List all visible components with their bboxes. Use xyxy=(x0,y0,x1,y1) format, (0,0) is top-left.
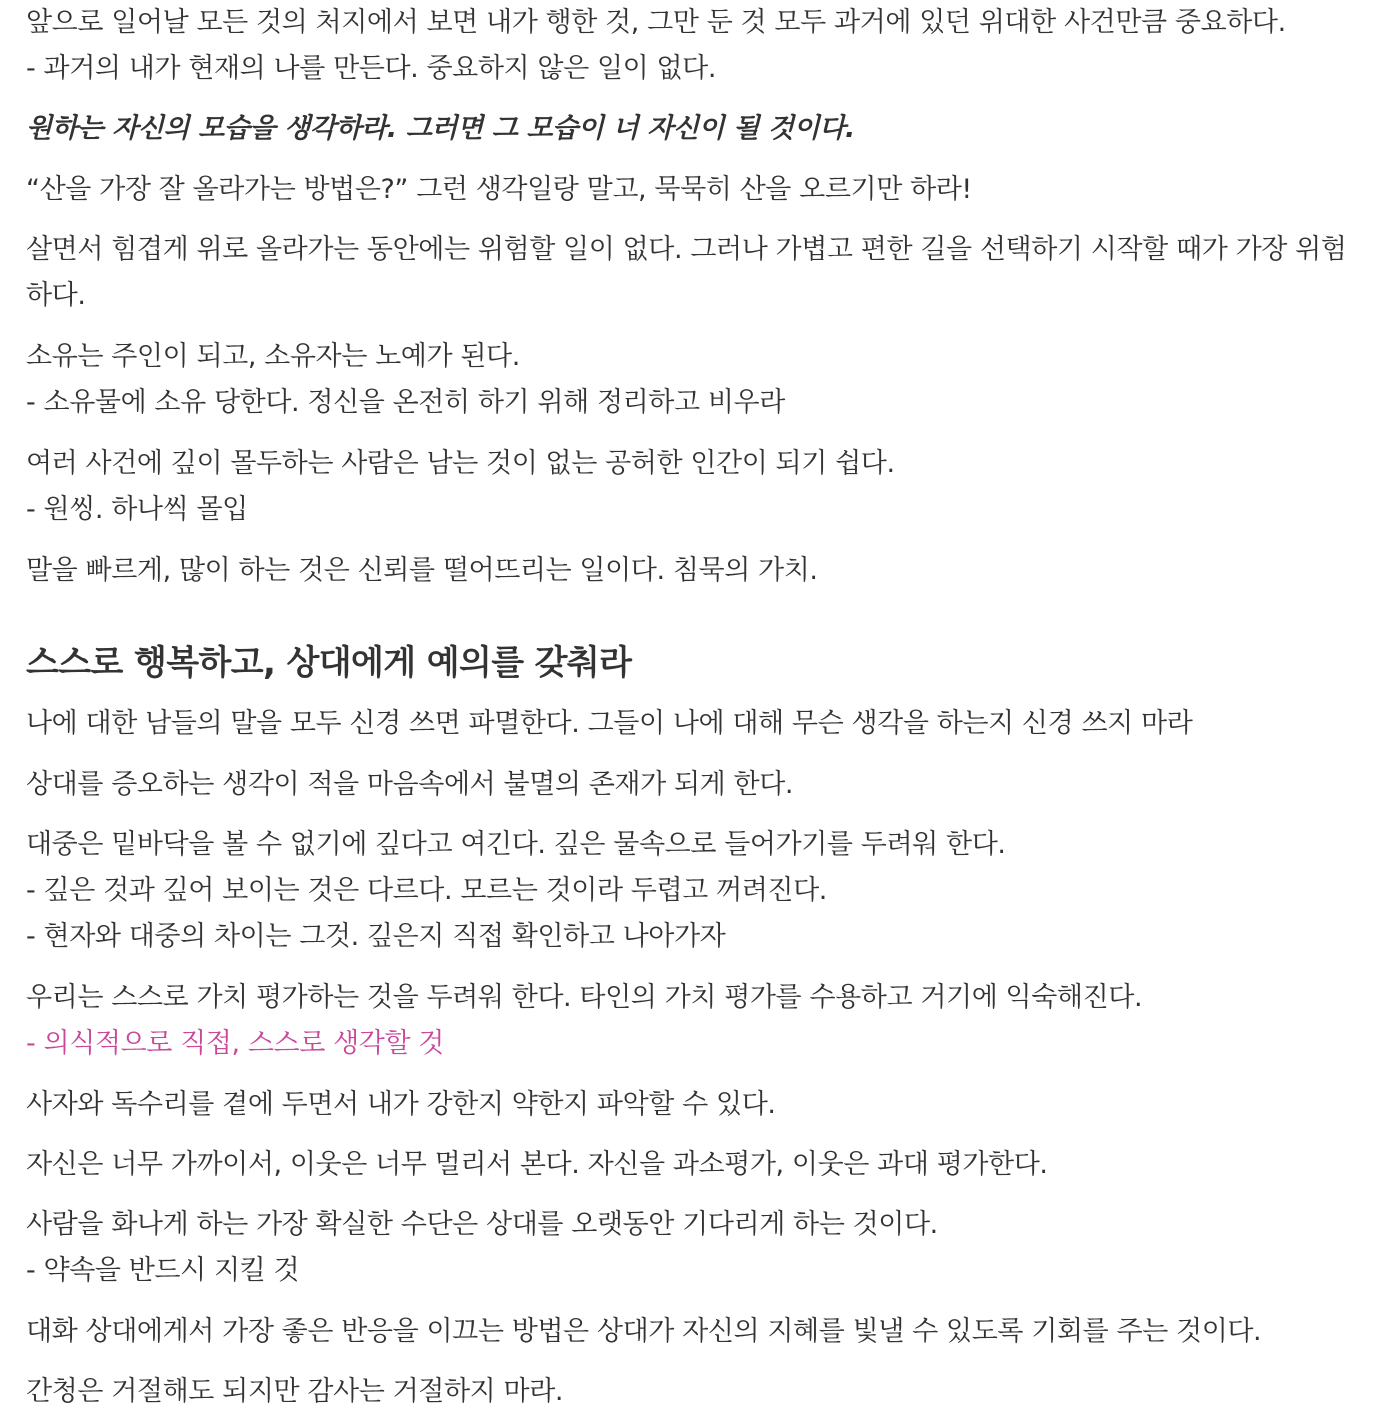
paragraph-line: 앞으로 일어날 모든 것의 처지에서 보면 내가 행한 것, 그만 둔 것 모두 과거에 있던 위대한 사건만큼 중요하다. xyxy=(26,7,1286,38)
paragraph-line: 사람을 화나게 하는 가장 확실한 수단은 상대를 오랫동안 기다리게 하는 것이다. xyxy=(26,1209,938,1240)
paragraph-line: 살면서 힘겹게 위로 올라가는 동안에는 위험할 일이 없다. 그러나 가볍고 편한 길을 선택하기 시작할 때가 가장 위험하다. xyxy=(26,234,1347,311)
paragraph xyxy=(26,1142,1356,1188)
paragraph xyxy=(26,822,1356,960)
paragraph-line: 말을 빠르게, 많이 하는 것은 신뢰를 떨어뜨리는 일이다. 침묵의 가치. xyxy=(26,555,818,586)
paragraph xyxy=(26,1082,1356,1128)
paragraph xyxy=(26,701,1356,747)
paragraph-line: 상대를 증오하는 생각이 적을 마음속에서 불멸의 존재가 되게 한다. xyxy=(26,769,794,800)
paragraph-note: - 소유물에 소유 당한다. 정신을 온전히 하기 위해 정리하고 비우라 xyxy=(26,387,785,418)
paragraph xyxy=(26,1309,1356,1355)
paragraph-line: “산을 가장 잘 올라가는 방법은?” 그런 생각일랑 말고, 묵묵히 산을 오르기만 하라! xyxy=(26,174,972,205)
paragraph xyxy=(26,1369,1356,1415)
paragraph-line: 소유는 주인이 되고, 소유자는 노예가 된다. xyxy=(26,341,520,372)
paragraph xyxy=(26,762,1356,808)
paragraph xyxy=(26,0,1356,92)
paragraph xyxy=(26,548,1356,594)
paragraph-note: - 약속을 반드시 지킬 것 xyxy=(26,1255,300,1286)
paragraph xyxy=(26,1202,1356,1294)
paragraph-line: 나에 대한 남들의 말을 모두 신경 쓰면 파멸한다. 그들이 나에 대해 무슨 생각을 하는지 신경 쓰지 마라 xyxy=(26,708,1193,739)
paragraph-line: 대화 상대에게서 가장 좋은 반응을 이끄는 방법은 상대가 자신의 지혜를 빛낼 수 있도록 기회를 주는 것이다. xyxy=(26,1316,1262,1347)
paragraph-line: 대중은 밑바닥을 볼 수 없기에 깊다고 여긴다. 깊은 물속으로 들어가기를 두려워 한다. xyxy=(26,829,1006,860)
highlighted-note: - 의식적으로 직접, 스스로 생각할 것 xyxy=(26,1028,444,1059)
paragraph-line: 여러 사건에 깊이 몰두하는 사람은 남는 것이 없는 공허한 인간이 되기 쉽다. xyxy=(26,448,895,479)
section-heading: 스스로 행복하고, 상대에게 예의를 갖춰라 xyxy=(26,643,632,683)
paragraph-line: 자신은 너무 가까이서, 이웃은 너무 멀리서 본다. 자신을 과소평가, 이웃은 과대 평가한다. xyxy=(26,1149,1048,1180)
paragraph-line: 간청은 거절해도 되지만 감사는 거절하지 마라. xyxy=(26,1376,564,1407)
paragraph-note: - 깊은 것과 깊어 보이는 것은 다르다. 모르는 것이라 두렵고 꺼려진다. xyxy=(26,875,827,906)
paragraph xyxy=(26,334,1356,426)
paragraph xyxy=(26,975,1356,1067)
paragraph-line: 우리는 스스로 가치 평가하는 것을 두려워 한다. 타인의 가치 평가를 수용하고 거기에 익숙해진다. xyxy=(26,982,1143,1013)
paragraph xyxy=(26,167,1356,213)
paragraph-note: - 과거의 내가 현재의 나를 만든다. 중요하지 않은 일이 없다. xyxy=(26,53,717,84)
paragraph-note: - 현자와 대중의 차이는 그것. 깊은지 직접 확인하고 나아가자 xyxy=(26,921,726,952)
paragraph-note: - 원씽. 하나씩 몰입 xyxy=(26,494,248,525)
paragraph xyxy=(26,441,1356,533)
emphasized-line: 원하는 자신의 모습을 생각하라. 그러면 그 모습이 너 자신이 될 것이다. xyxy=(26,113,855,144)
emphasized-quote xyxy=(26,106,1356,152)
paragraph-line: 사자와 독수리를 곁에 두면서 내가 강한지 약한지 파악할 수 있다. xyxy=(26,1089,776,1120)
paragraph xyxy=(26,227,1356,319)
